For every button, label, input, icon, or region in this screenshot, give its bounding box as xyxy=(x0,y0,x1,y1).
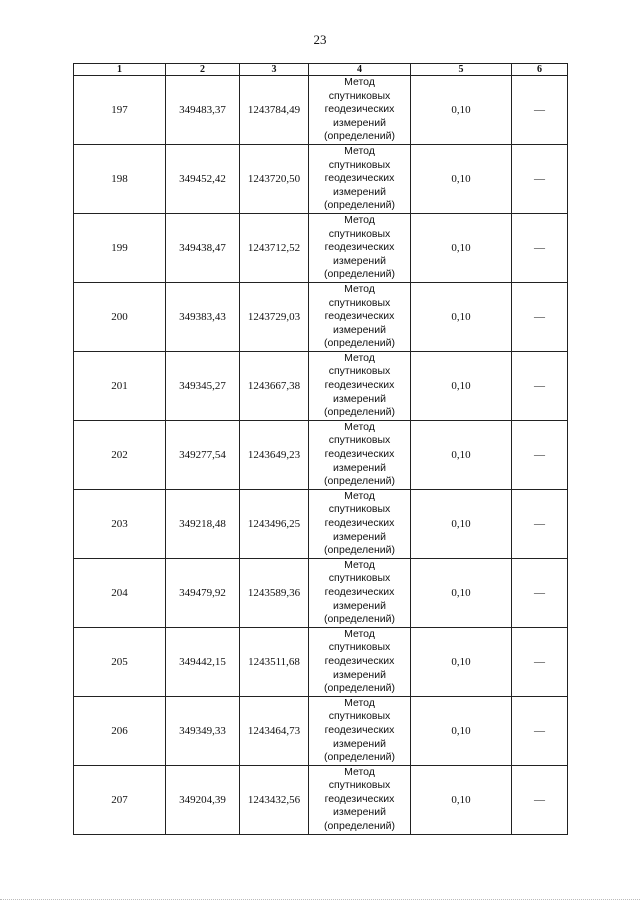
method-cell xyxy=(309,696,411,765)
table-row xyxy=(74,351,568,420)
note-cell: — xyxy=(512,420,568,489)
method-text-line: спутниковых xyxy=(328,158,391,171)
method-text-line: (определений) xyxy=(323,475,396,488)
method-text-line: Метод xyxy=(344,627,375,640)
method-text-line: геодезических xyxy=(324,448,395,461)
table-header-row xyxy=(74,64,568,76)
method-text-line: Метод xyxy=(344,696,375,709)
method-cell xyxy=(309,351,411,420)
method-cell xyxy=(309,489,411,558)
accuracy-cell: 0,10 xyxy=(411,420,512,489)
method-text-line: Метод xyxy=(344,282,375,295)
table-row xyxy=(74,558,568,627)
method-text-line: геодезических xyxy=(324,792,395,805)
method-text-line: Метод xyxy=(344,213,375,226)
accuracy-cell: 0,10 xyxy=(411,765,512,834)
method-text-line: измерений xyxy=(333,530,386,543)
method-text-line: измерений xyxy=(333,254,386,267)
method-text-line: измерений xyxy=(333,668,386,681)
x-coordinate-cell: 349349,33 xyxy=(166,696,240,765)
accuracy-cell: 0,10 xyxy=(411,282,512,351)
method-cell xyxy=(309,627,411,696)
method-text-line: геодезических xyxy=(324,585,395,598)
method-text-line: геодезических xyxy=(324,172,395,185)
accuracy-cell: 0,10 xyxy=(411,558,512,627)
point-number-cell: 199 xyxy=(74,213,166,282)
point-number-cell: 207 xyxy=(74,765,166,834)
method-text-line: Метод xyxy=(344,489,375,502)
method-text-line: геодезических xyxy=(324,379,395,392)
method-text-line: спутниковых xyxy=(328,572,391,585)
x-coordinate-cell: 349479,92 xyxy=(166,558,240,627)
method-text-line: измерений xyxy=(333,806,386,819)
column-header: 3 xyxy=(240,64,309,76)
method-text-line: геодезических xyxy=(324,654,395,667)
y-coordinate-cell: 1243649,23 xyxy=(240,420,309,489)
method-text-line: (определений) xyxy=(323,820,396,833)
method-text-line: измерений xyxy=(333,323,386,336)
point-number-cell: 204 xyxy=(74,558,166,627)
method-text-line: (определений) xyxy=(323,682,396,695)
y-coordinate-cell: 1243432,56 xyxy=(240,765,309,834)
point-number-cell: 200 xyxy=(74,282,166,351)
note-cell: — xyxy=(512,144,568,213)
method-text-line: Метод xyxy=(344,558,375,571)
method-text-line: спутниковых xyxy=(328,89,391,102)
method-text-line: (определений) xyxy=(323,613,396,626)
method-text-line: Метод xyxy=(344,351,375,364)
coordinates-table xyxy=(73,63,568,835)
method-text-line: измерений xyxy=(333,392,386,405)
x-coordinate-cell: 349277,54 xyxy=(166,420,240,489)
table-row xyxy=(74,489,568,558)
accuracy-cell: 0,10 xyxy=(411,213,512,282)
page-number: 23 xyxy=(313,32,327,47)
accuracy-cell: 0,10 xyxy=(411,696,512,765)
method-text-line: Метод xyxy=(344,76,375,88)
note-cell: — xyxy=(512,558,568,627)
table-row xyxy=(74,144,568,213)
x-coordinate-cell: 349383,43 xyxy=(166,282,240,351)
x-coordinate-cell: 349438,47 xyxy=(166,213,240,282)
note-cell: — xyxy=(512,351,568,420)
table-row xyxy=(74,76,568,145)
method-text-line: измерений xyxy=(333,737,386,750)
table-row xyxy=(74,282,568,351)
method-cell xyxy=(309,420,411,489)
accuracy-cell: 0,10 xyxy=(411,144,512,213)
method-text-line: Метод xyxy=(344,144,375,157)
note-cell: — xyxy=(512,489,568,558)
y-coordinate-cell: 1243712,52 xyxy=(240,213,309,282)
method-text-line: измерений xyxy=(333,461,386,474)
point-number-cell: 201 xyxy=(74,351,166,420)
note-cell: — xyxy=(512,696,568,765)
x-coordinate-cell: 349345,27 xyxy=(166,351,240,420)
method-text-line: Метод xyxy=(344,420,375,433)
method-text-line: Метод xyxy=(344,765,375,778)
table-row xyxy=(74,420,568,489)
method-text-line: геодезических xyxy=(324,310,395,323)
y-coordinate-cell: 1243589,36 xyxy=(240,558,309,627)
table-row xyxy=(74,765,568,834)
method-text-line: измерений xyxy=(333,599,386,612)
table-row xyxy=(74,213,568,282)
note-cell: — xyxy=(512,213,568,282)
accuracy-cell: 0,10 xyxy=(411,351,512,420)
method-text-line: измерений xyxy=(333,185,386,198)
y-coordinate-cell: 1243496,25 xyxy=(240,489,309,558)
y-coordinate-cell: 1243464,73 xyxy=(240,696,309,765)
accuracy-cell: 0,10 xyxy=(411,76,512,145)
method-text-line: спутниковых xyxy=(328,365,391,378)
table-row xyxy=(74,696,568,765)
page-bottom-edge xyxy=(0,899,640,900)
point-number-cell: 197 xyxy=(74,76,166,145)
x-coordinate-cell: 349483,37 xyxy=(166,76,240,145)
point-number-cell: 198 xyxy=(74,144,166,213)
x-coordinate-cell: 349452,42 xyxy=(166,144,240,213)
method-text-line: спутниковых xyxy=(328,710,391,723)
method-cell xyxy=(309,282,411,351)
point-number-cell: 206 xyxy=(74,696,166,765)
column-header: 2 xyxy=(166,64,240,76)
note-cell: — xyxy=(512,627,568,696)
x-coordinate-cell: 349442,15 xyxy=(166,627,240,696)
method-text-line: (определений) xyxy=(323,406,396,419)
method-text-line: спутниковых xyxy=(328,779,391,792)
method-text-line: геодезических xyxy=(324,241,395,254)
method-text-line: измерений xyxy=(333,116,386,129)
y-coordinate-cell: 1243729,03 xyxy=(240,282,309,351)
method-text-line: (определений) xyxy=(323,544,396,557)
method-text-line: спутниковых xyxy=(328,434,391,447)
method-text-line: спутниковых xyxy=(328,641,391,654)
method-text-line: спутниковых xyxy=(328,227,391,240)
method-text-line: геодезических xyxy=(324,517,395,529)
point-number-cell: 205 xyxy=(74,627,166,696)
column-header: 4 xyxy=(309,64,411,76)
method-text-line: (определений) xyxy=(323,268,396,281)
note-cell: — xyxy=(512,765,568,834)
column-header: 5 xyxy=(411,64,512,76)
y-coordinate-cell: 1243511,68 xyxy=(240,627,309,696)
x-coordinate-cell: 349204,39 xyxy=(166,765,240,834)
method-text-line: спутниковых xyxy=(328,296,391,309)
point-number-cell: 202 xyxy=(74,420,166,489)
y-coordinate-cell: 1243720,50 xyxy=(240,144,309,213)
y-coordinate-cell: 1243667,38 xyxy=(240,351,309,420)
method-text-line: (определений) xyxy=(323,199,396,212)
column-header: 1 xyxy=(74,64,166,76)
method-text-line: (определений) xyxy=(323,130,396,143)
note-cell: — xyxy=(512,282,568,351)
method-text-line: спутниковых xyxy=(328,503,391,516)
x-coordinate-cell: 349218,48 xyxy=(166,489,240,558)
accuracy-cell: 0,10 xyxy=(411,489,512,558)
note-cell: — xyxy=(512,76,568,145)
accuracy-cell: 0,10 xyxy=(411,627,512,696)
column-header: 6 xyxy=(512,64,568,76)
method-cell xyxy=(309,76,411,145)
method-cell xyxy=(309,558,411,627)
point-number-cell: 203 xyxy=(74,489,166,558)
y-coordinate-cell: 1243784,49 xyxy=(240,76,309,145)
method-text-line: (определений) xyxy=(323,751,396,764)
table-row xyxy=(74,627,568,696)
method-text-line: геодезических xyxy=(324,723,395,736)
method-cell xyxy=(309,144,411,213)
method-cell xyxy=(309,765,411,834)
method-cell xyxy=(309,213,411,282)
method-text-line: (определений) xyxy=(323,337,396,350)
method-text-line: геодезических xyxy=(324,103,395,116)
